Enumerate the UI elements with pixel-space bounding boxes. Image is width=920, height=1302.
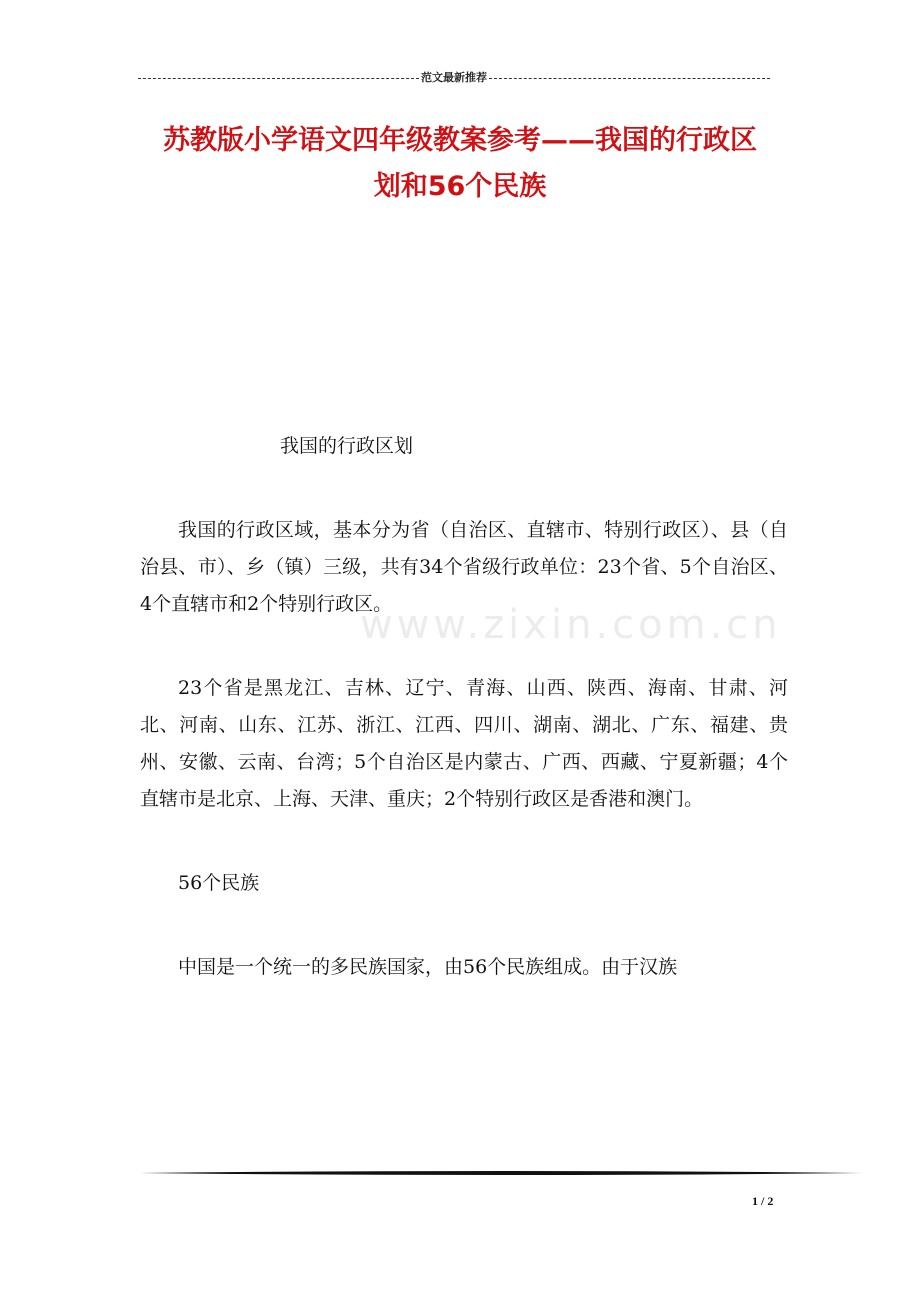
header-rule [138, 70, 770, 86]
section-heading-ethnic-groups: 56个民族 [178, 872, 260, 894]
footer-rule [140, 1168, 862, 1178]
title-line-2: 划和56个民族 [373, 171, 547, 202]
section-heading-admin-divisions: 我国的行政区划 [280, 435, 414, 457]
header-dash-left [138, 78, 419, 79]
header-dash-right [489, 78, 770, 79]
document-title [140, 118, 780, 210]
title-line-1: 苏教版小学语文四年级教案参考——我国的行政区 [163, 125, 757, 156]
document-body [140, 428, 788, 1033]
paragraph-admin-overview: 我国的行政区域，基本分为省（自治区、直辖市、特别行政区）、县（自治县、市）、乡（镇）三级，共有34个省级行政单位：23个省、5个自治区、4个直辖市和2个特别行政区。 [140, 519, 788, 615]
header-label: 范文最新推荐 [421, 71, 487, 84]
watermark: www.zixin.com.cn [360, 602, 782, 648]
page-number: 1 / 2 [752, 1194, 774, 1208]
paragraph-province-list: 23个省是黑龙江、吉林、辽宁、青海、山西、陕西、海南、甘肃、河北、河南、山东、江苏、浙江、江西、四川、湖南、湖北、广东、福建、贵州、安徽、云南、台湾；5个自治区是内蒙古、广西、西藏、宁夏新疆；4个直辖市是北京、上海、天津、重庆；2个特别行政区是香港和澳门。 [140, 677, 788, 810]
paragraph-ethnic-intro: 中国是一个统一的多民族国家，由56个民族组成。由于汉族 [178, 956, 678, 978]
